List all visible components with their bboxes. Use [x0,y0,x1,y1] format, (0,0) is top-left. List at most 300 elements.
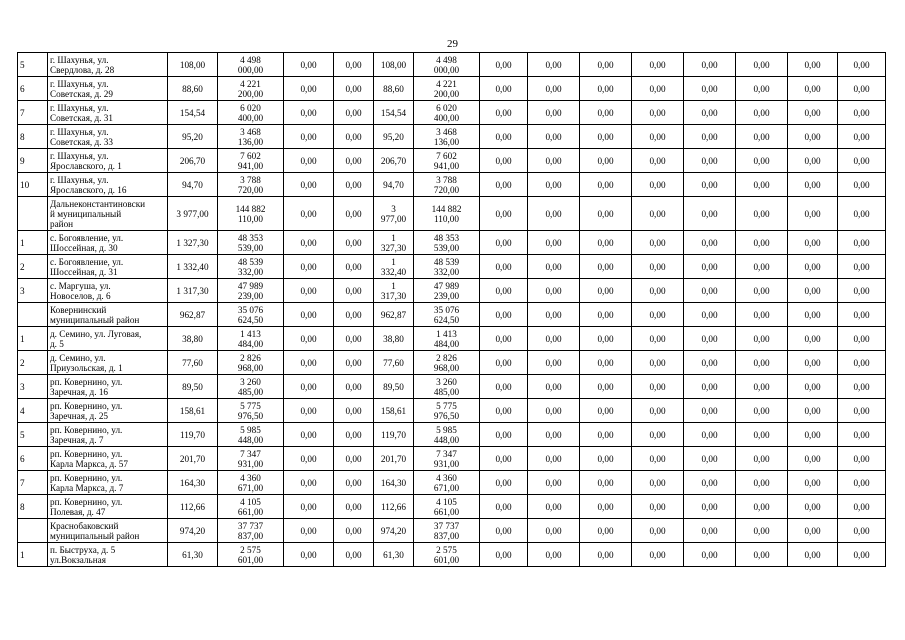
value-cell: 0,00 [528,375,580,399]
row-number: 10 [18,173,48,197]
value-cell: 0,00 [284,351,334,375]
area-cell: 201,70 [168,447,218,471]
value-cell: 0,00 [480,173,528,197]
value-cell: 0,00 [632,197,684,231]
value-cell: 0,00 [632,447,684,471]
value-cell: 0,00 [334,231,374,255]
value-cell: 0,00 [684,303,736,327]
value-cell: 0,00 [838,495,886,519]
value-cell: 0,00 [528,173,580,197]
value-cell: 0,00 [580,399,632,423]
area-cell: 61,30 [168,543,218,567]
value-cell: 0,00 [580,173,632,197]
value-cell: 0,00 [580,303,632,327]
value-cell: 0,00 [284,495,334,519]
value-cell: 0,00 [838,125,886,149]
address-cell: с. Богоявление, ул. Шоссейная, д. 30 [48,231,168,255]
value-cell: 0,00 [684,279,736,303]
value-cell: 0,00 [528,399,580,423]
value-cell: 0,00 [284,375,334,399]
value-cell: 0,00 [528,125,580,149]
area-cell: 3 977,00 [374,197,414,231]
value-cell: 0,00 [580,279,632,303]
value-cell: 0,00 [284,173,334,197]
value-cell: 0,00 [580,53,632,77]
value-cell: 0,00 [838,173,886,197]
value-cell: 0,00 [788,279,838,303]
value-cell: 0,00 [736,423,788,447]
cost-cell: 48 353 539,00 [414,231,480,255]
value-cell: 0,00 [736,255,788,279]
address-cell: г. Шахунья, ул. Советская, д. 29 [48,77,168,101]
value-cell: 0,00 [736,399,788,423]
cost-cell: 3 468 136,00 [218,125,284,149]
address-cell: д. Семино, ул. Луговая, д. 5 [48,327,168,351]
value-cell: 0,00 [334,101,374,125]
value-cell: 0,00 [632,231,684,255]
table-row [18,231,886,255]
cost-cell: 1 413 484,00 [414,327,480,351]
area-cell: 77,60 [168,351,218,375]
value-cell: 0,00 [736,231,788,255]
value-cell: 0,00 [480,125,528,149]
cost-cell: 4 105 661,00 [414,495,480,519]
cost-cell: 2 575 601,00 [414,543,480,567]
area-cell: 119,70 [168,423,218,447]
cost-cell: 3 788 720,00 [414,173,480,197]
area-cell: 962,87 [168,303,218,327]
table-row [18,495,886,519]
area-cell: 77,60 [374,351,414,375]
value-cell: 0,00 [684,423,736,447]
value-cell: 0,00 [788,495,838,519]
value-cell: 0,00 [788,303,838,327]
value-cell: 0,00 [480,495,528,519]
value-cell: 0,00 [684,543,736,567]
value-cell: 0,00 [838,327,886,351]
value-cell: 0,00 [528,197,580,231]
area-cell: 95,20 [168,125,218,149]
table-row [18,351,886,375]
cost-cell: 2 826 968,00 [218,351,284,375]
value-cell: 0,00 [736,351,788,375]
area-cell: 108,00 [168,53,218,77]
table-row [18,53,886,77]
address-cell: рп. Ковернино, ул. Заречная, д. 16 [48,375,168,399]
value-cell: 0,00 [528,53,580,77]
table-row [18,101,886,125]
table-row [18,173,886,197]
value-cell: 0,00 [480,423,528,447]
value-cell: 0,00 [632,543,684,567]
value-cell: 0,00 [684,351,736,375]
table-row [18,279,886,303]
value-cell: 0,00 [528,303,580,327]
value-cell: 0,00 [480,375,528,399]
value-cell: 0,00 [580,255,632,279]
value-cell: 0,00 [684,399,736,423]
area-cell: 95,20 [374,125,414,149]
value-cell: 0,00 [580,375,632,399]
value-cell: 0,00 [788,471,838,495]
row-number: 2 [18,255,48,279]
row-number [18,519,48,543]
value-cell: 0,00 [480,303,528,327]
value-cell: 0,00 [838,423,886,447]
value-cell: 0,00 [528,255,580,279]
row-number: 4 [18,399,48,423]
value-cell: 0,00 [528,543,580,567]
value-cell: 0,00 [480,77,528,101]
value-cell: 0,00 [684,173,736,197]
value-cell: 0,00 [632,255,684,279]
value-cell: 0,00 [284,303,334,327]
value-cell: 0,00 [528,447,580,471]
address-cell: Ковернинский муниципальный район [48,303,168,327]
address-cell: рп. Ковернино, ул. Карла Маркса, д. 57 [48,447,168,471]
address-cell: с. Богоявление, ул. Шоссейная, д. 31 [48,255,168,279]
cost-cell: 37 737 837,00 [218,519,284,543]
value-cell: 0,00 [736,53,788,77]
value-cell: 0,00 [838,543,886,567]
table-row [18,543,886,567]
cost-cell: 2 575 601,00 [218,543,284,567]
area-cell: 1 332,40 [168,255,218,279]
cost-cell: 4 360 671,00 [414,471,480,495]
address-cell: с. Маргуша, ул. Новоселов, д. 6 [48,279,168,303]
cost-cell: 144 882 110,00 [218,197,284,231]
value-cell: 0,00 [334,351,374,375]
value-cell: 0,00 [684,197,736,231]
cost-cell: 7 347 931,00 [218,447,284,471]
value-cell: 0,00 [632,423,684,447]
value-cell: 0,00 [528,231,580,255]
value-cell: 0,00 [334,173,374,197]
address-cell: рп. Ковернино, ул. Заречная, д. 7 [48,423,168,447]
value-cell: 0,00 [684,327,736,351]
value-cell: 0,00 [580,231,632,255]
table-row [18,303,886,327]
cost-cell: 7 602 941,00 [218,149,284,173]
area-cell: 201,70 [374,447,414,471]
row-number [18,197,48,231]
value-cell: 0,00 [684,495,736,519]
value-cell: 0,00 [838,399,886,423]
value-cell: 0,00 [838,303,886,327]
cost-cell: 4 498 000,00 [414,53,480,77]
address-cell: рп. Ковернино, ул. Полевая, д. 47 [48,495,168,519]
cost-cell: 47 989 239,00 [218,279,284,303]
value-cell: 0,00 [480,197,528,231]
value-cell: 0,00 [632,399,684,423]
value-cell: 0,00 [334,447,374,471]
value-cell: 0,00 [580,101,632,125]
value-cell: 0,00 [736,149,788,173]
value-cell: 0,00 [580,351,632,375]
value-cell: 0,00 [788,543,838,567]
value-cell: 0,00 [684,125,736,149]
address-cell: Краснобаковский муниципальный район [48,519,168,543]
value-cell: 0,00 [284,77,334,101]
address-cell: рп. Ковернино, ул. Заречная, д. 25 [48,399,168,423]
value-cell: 0,00 [632,101,684,125]
area-cell: 974,20 [168,519,218,543]
value-cell: 0,00 [788,519,838,543]
area-cell: 1 317,30 [374,279,414,303]
address-cell: д. Семино, ул. Приузольская, д. 1 [48,351,168,375]
row-number: 6 [18,447,48,471]
value-cell: 0,00 [284,53,334,77]
value-cell: 0,00 [788,255,838,279]
row-number: 2 [18,351,48,375]
value-cell: 0,00 [632,495,684,519]
value-cell: 0,00 [788,231,838,255]
cost-cell: 47 989 239,00 [414,279,480,303]
value-cell: 0,00 [334,495,374,519]
value-cell: 0,00 [788,375,838,399]
value-cell: 0,00 [480,149,528,173]
value-cell: 0,00 [284,519,334,543]
area-cell: 94,70 [168,173,218,197]
value-cell: 0,00 [838,375,886,399]
value-cell: 0,00 [480,327,528,351]
value-cell: 0,00 [284,423,334,447]
cost-cell: 5 985 448,00 [218,423,284,447]
area-cell: 154,54 [374,101,414,125]
value-cell: 0,00 [736,125,788,149]
value-cell: 0,00 [736,327,788,351]
area-cell: 974,20 [374,519,414,543]
value-cell: 0,00 [632,351,684,375]
value-cell: 0,00 [334,53,374,77]
value-cell: 0,00 [334,125,374,149]
value-cell: 0,00 [480,471,528,495]
value-cell: 0,00 [334,303,374,327]
row-number: 3 [18,279,48,303]
table-body [18,53,886,567]
value-cell: 0,00 [480,101,528,125]
address-cell: г. Шахунья, ул. Советская, д. 31 [48,101,168,125]
value-cell: 0,00 [580,77,632,101]
value-cell: 0,00 [788,149,838,173]
value-cell: 0,00 [284,231,334,255]
value-cell: 0,00 [334,255,374,279]
page-number: 29 [447,38,458,50]
value-cell: 0,00 [284,543,334,567]
value-cell: 0,00 [838,519,886,543]
cost-cell: 5 985 448,00 [414,423,480,447]
value-cell: 0,00 [284,447,334,471]
row-number: 8 [18,495,48,519]
value-cell: 0,00 [480,519,528,543]
value-cell: 0,00 [334,197,374,231]
area-cell: 112,66 [374,495,414,519]
value-cell: 0,00 [838,279,886,303]
value-cell: 0,00 [334,279,374,303]
value-cell: 0,00 [528,149,580,173]
cost-cell: 48 539 332,00 [218,255,284,279]
value-cell: 0,00 [284,197,334,231]
value-cell: 0,00 [736,447,788,471]
value-cell: 0,00 [838,351,886,375]
address-cell: г. Шахунья, ул. Советская, д. 33 [48,125,168,149]
value-cell: 0,00 [684,101,736,125]
value-cell: 0,00 [632,519,684,543]
value-cell: 0,00 [684,231,736,255]
value-cell: 0,00 [528,519,580,543]
value-cell: 0,00 [480,543,528,567]
area-cell: 89,50 [168,375,218,399]
value-cell: 0,00 [736,303,788,327]
area-cell: 108,00 [374,53,414,77]
value-cell: 0,00 [284,125,334,149]
row-number: 5 [18,423,48,447]
value-cell: 0,00 [284,279,334,303]
cost-cell: 37 737 837,00 [414,519,480,543]
value-cell: 0,00 [788,77,838,101]
table-row [18,423,886,447]
value-cell: 0,00 [632,53,684,77]
value-cell: 0,00 [736,495,788,519]
cost-cell: 5 775 976,50 [414,399,480,423]
cost-cell: 5 775 976,50 [218,399,284,423]
value-cell: 0,00 [480,53,528,77]
value-cell: 0,00 [632,471,684,495]
value-cell: 0,00 [632,327,684,351]
cost-cell: 35 076 624,50 [414,303,480,327]
value-cell: 0,00 [838,77,886,101]
value-cell: 0,00 [528,77,580,101]
value-cell: 0,00 [684,447,736,471]
value-cell: 0,00 [480,255,528,279]
value-cell: 0,00 [580,447,632,471]
value-cell: 0,00 [632,279,684,303]
row-number: 7 [18,471,48,495]
cost-cell: 48 539 332,00 [414,255,480,279]
value-cell: 0,00 [334,399,374,423]
row-number: 3 [18,375,48,399]
value-cell: 0,00 [788,423,838,447]
area-cell: 112,66 [168,495,218,519]
row-number: 5 [18,53,48,77]
value-cell: 0,00 [580,327,632,351]
cost-cell: 35 076 624,50 [218,303,284,327]
value-cell: 0,00 [480,399,528,423]
value-cell: 0,00 [334,543,374,567]
value-cell: 0,00 [528,495,580,519]
value-cell: 0,00 [528,351,580,375]
table-row [18,197,886,231]
area-cell: 962,87 [374,303,414,327]
value-cell: 0,00 [838,447,886,471]
cost-cell: 6 020 400,00 [414,101,480,125]
area-cell: 206,70 [168,149,218,173]
address-cell: п. Быструха, д. 5 ул.Вокзальная [48,543,168,567]
cost-cell: 4 221 200,00 [414,77,480,101]
table-row [18,327,886,351]
table-row [18,255,886,279]
value-cell: 0,00 [838,231,886,255]
value-cell: 0,00 [838,149,886,173]
value-cell: 0,00 [736,77,788,101]
area-cell: 38,80 [168,327,218,351]
cost-cell: 3 468 136,00 [414,125,480,149]
value-cell: 0,00 [788,173,838,197]
value-cell: 0,00 [528,279,580,303]
address-cell: г. Шахунья, ул. Ярославского, д. 1 [48,149,168,173]
cost-cell: 4 221 200,00 [218,77,284,101]
cost-cell: 6 020 400,00 [218,101,284,125]
value-cell: 0,00 [838,101,886,125]
value-cell: 0,00 [580,495,632,519]
value-cell: 0,00 [632,149,684,173]
cost-cell: 3 260 485,00 [218,375,284,399]
cost-cell: 48 353 539,00 [218,231,284,255]
area-cell: 1 332,40 [374,255,414,279]
value-cell: 0,00 [528,471,580,495]
value-cell: 0,00 [528,423,580,447]
value-cell: 0,00 [788,447,838,471]
value-cell: 0,00 [838,197,886,231]
value-cell: 0,00 [788,197,838,231]
value-cell: 0,00 [684,77,736,101]
value-cell: 0,00 [580,197,632,231]
area-cell: 89,50 [374,375,414,399]
value-cell: 0,00 [580,519,632,543]
area-cell: 119,70 [374,423,414,447]
value-cell: 0,00 [480,447,528,471]
cost-cell: 144 882 110,00 [414,197,480,231]
cost-cell: 2 826 968,00 [414,351,480,375]
area-cell: 158,61 [374,399,414,423]
value-cell: 0,00 [334,423,374,447]
cost-cell: 4 498 000,00 [218,53,284,77]
value-cell: 0,00 [684,519,736,543]
value-cell: 0,00 [684,255,736,279]
value-cell: 0,00 [480,231,528,255]
cost-cell: 1 413 484,00 [218,327,284,351]
value-cell: 0,00 [684,375,736,399]
row-number: 9 [18,149,48,173]
value-cell: 0,00 [684,471,736,495]
value-cell: 0,00 [736,375,788,399]
value-cell: 0,00 [480,279,528,303]
value-cell: 0,00 [736,519,788,543]
area-cell: 164,30 [168,471,218,495]
value-cell: 0,00 [788,399,838,423]
cost-cell: 3 788 720,00 [218,173,284,197]
cost-cell: 7 347 931,00 [414,447,480,471]
table-row [18,399,886,423]
address-cell: г. Шахунья, ул. Ярославского, д. 16 [48,173,168,197]
row-number: 6 [18,77,48,101]
area-cell: 1 317,30 [168,279,218,303]
value-cell: 0,00 [788,101,838,125]
value-cell: 0,00 [838,255,886,279]
value-cell: 0,00 [684,53,736,77]
value-cell: 0,00 [334,327,374,351]
table-row [18,447,886,471]
cost-cell: 7 602 941,00 [414,149,480,173]
area-cell: 88,60 [374,77,414,101]
row-number: 7 [18,101,48,125]
value-cell: 0,00 [632,375,684,399]
row-number [18,303,48,327]
value-cell: 0,00 [284,327,334,351]
table-row [18,375,886,399]
value-cell: 0,00 [736,173,788,197]
value-cell: 0,00 [788,125,838,149]
